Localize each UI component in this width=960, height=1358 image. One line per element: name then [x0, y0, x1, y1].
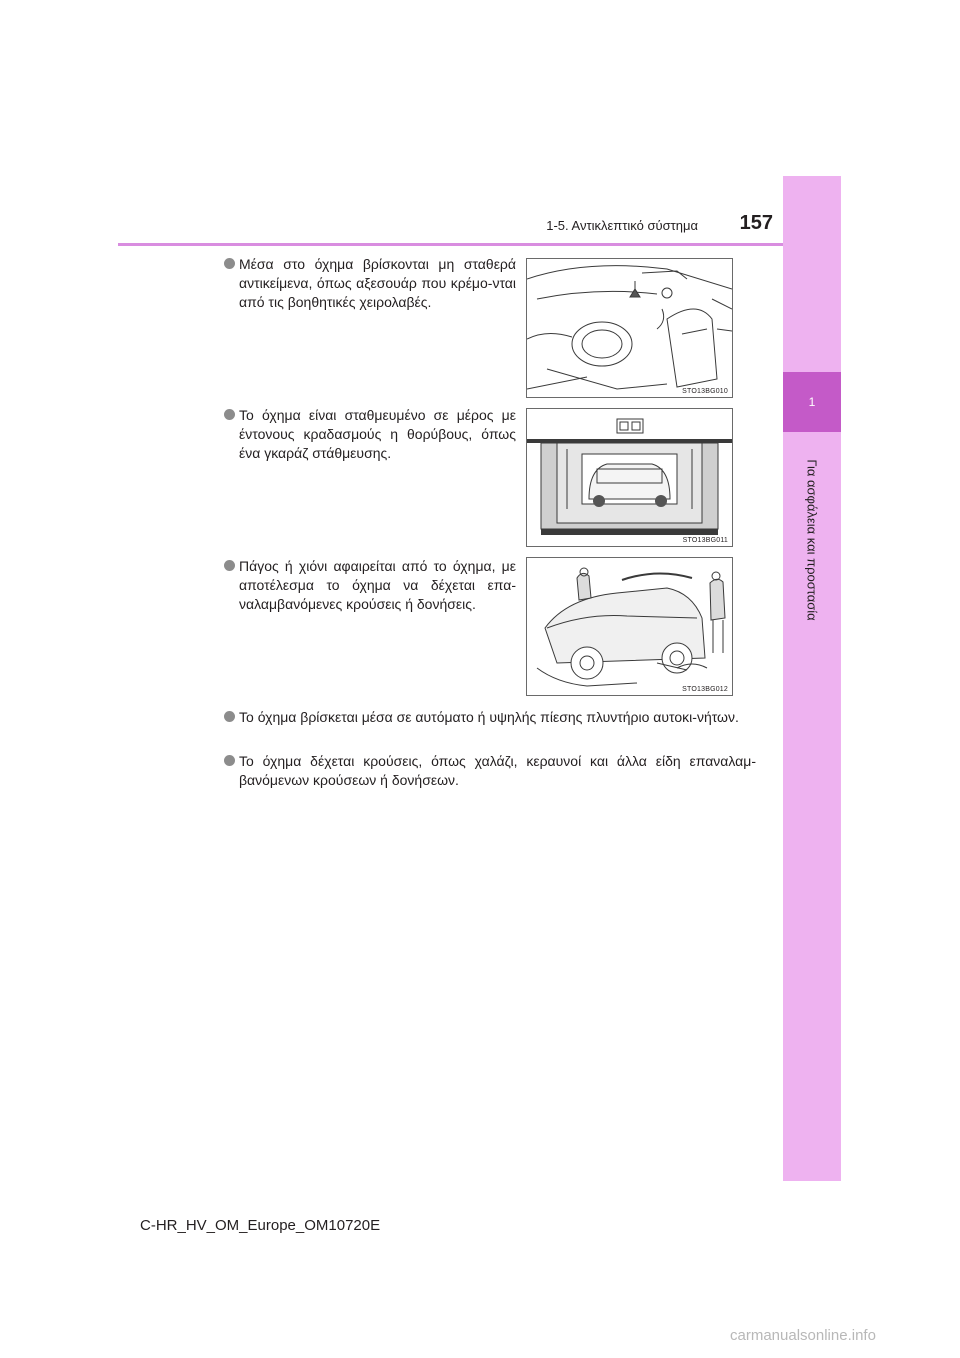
page-number: 157: [739, 212, 773, 234]
bullet-icon: [224, 755, 235, 766]
item-text: Μέσα στο όχημα βρίσκονται μη σταθερά αντικείμενα, όπως αξεσουάρ που κρέμο-νται από τις βοηθητικές χειρολαβές.: [239, 256, 516, 310]
figure-cabin-hanging-accessories: [526, 258, 733, 398]
item-text: Πάγος ή χιόνι αφαιρείται από το όχημα, με αποτέλεσμα το όχημα να δέχεται επα-ναλαμβανόμενες κρούσεις ή δονήσεις.: [239, 558, 516, 612]
watermark: carmanualsonline.info: [730, 1327, 876, 1344]
bullet-icon: [224, 560, 235, 571]
item-text: Το όχημα βρίσκεται μέσα σε αυτόματο ή υψηλής πίεσης πλυντήριο αυτοκι-νήτων.: [239, 709, 739, 725]
garage-illustration: [527, 409, 732, 546]
chapter-title: Για ασφάλεια και προστασία: [804, 459, 820, 621]
cabin-illustration: [527, 259, 732, 397]
figure-code: STO13BG011: [682, 537, 728, 544]
figure-code: STO13BG012: [682, 686, 728, 693]
figure-snow-removal: [526, 557, 733, 696]
figure-code: STO13BG010: [682, 388, 728, 395]
section-title: 1-5. Αντικλεπτικό σύστημα: [546, 218, 698, 233]
snow-removal-illustration: [527, 558, 732, 695]
chapter-number-tab[interactable]: [783, 372, 841, 432]
item-text: Το όχημα δέχεται κρούσεις, όπως χαλάζι, κεραυνοί και άλλα είδη επαναλαμ-βανόμενων κρούσεων ή δονήσεων.: [239, 753, 756, 788]
chapter-side-tab: [783, 176, 841, 1181]
item-text: Το όχημα είναι σταθμευμένο σε μέρος με έντονους κραδασμούς η θορύβους, όπως ένα γκαράζ στάθμευσης.: [239, 407, 516, 461]
header-rule: [118, 243, 783, 246]
chapter-number: 1: [808, 395, 816, 409]
bullet-icon: [224, 258, 235, 269]
bullet-icon: [224, 711, 235, 722]
document-code: C-HR_HV_OM_Europe_OM10720E: [140, 1217, 381, 1234]
bullet-icon: [224, 409, 235, 420]
figure-parking-garage: [526, 408, 733, 547]
